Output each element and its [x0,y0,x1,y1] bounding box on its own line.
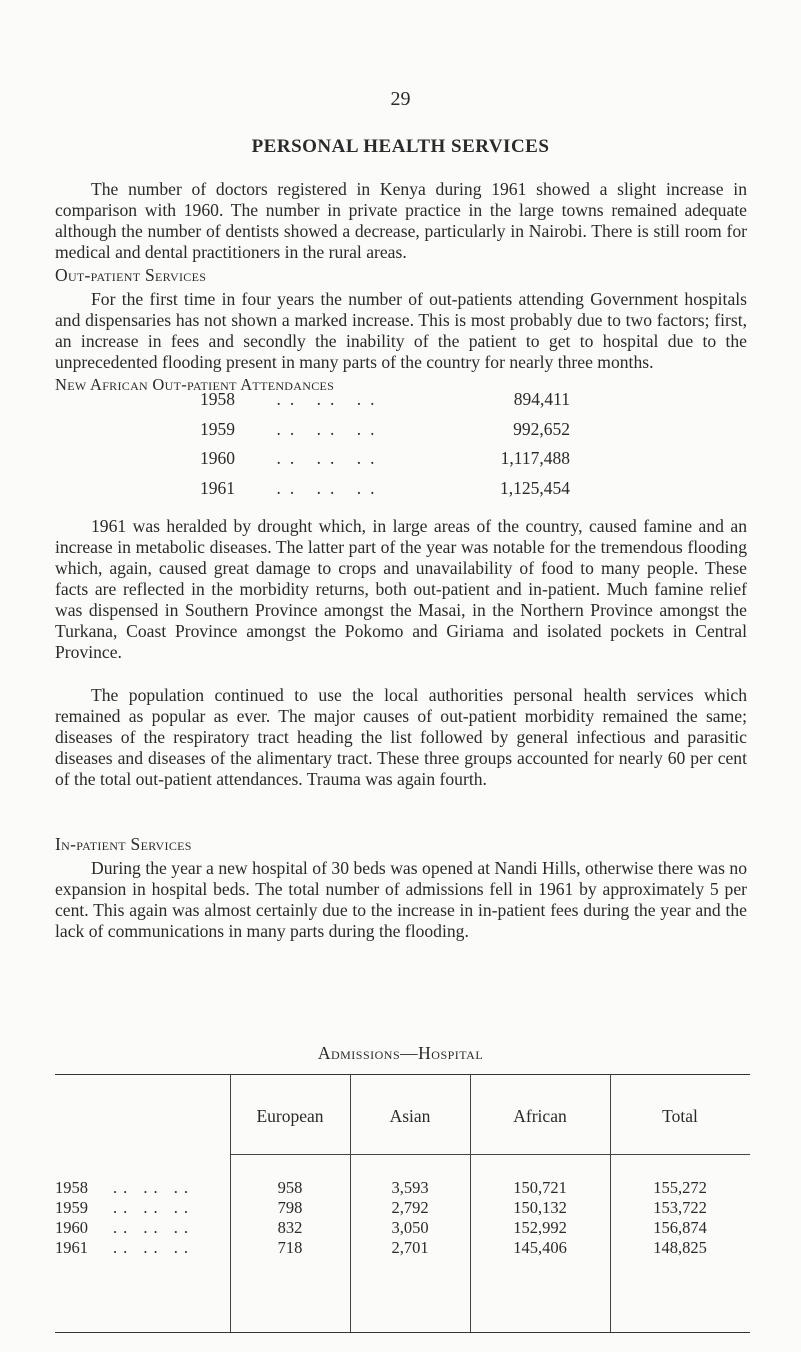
cell-european: 798 [277,1198,303,1217]
row-dots: .. .. .. [113,1238,194,1257]
cell-asian: 2,792 [391,1198,429,1217]
cell-asian: 3,593 [391,1178,429,1197]
row-dots: .. .. .. [113,1198,194,1217]
table-header-rule [230,1154,750,1155]
cell-european: 832 [277,1218,303,1237]
cell-total: 155,272 [653,1178,707,1197]
cell-african: 150,721 [513,1178,567,1197]
attendance-dots: .. .. .. [276,448,384,469]
cell-asian: 2,701 [391,1238,429,1257]
attendance-dots: .. .. .. [276,389,384,410]
attendance-value: 894,411 [513,389,570,410]
cell-african: 145,406 [513,1238,567,1257]
inpatient-paragraph: During the year a new hospital of 30 beds was opened at Nandi Hills, otherwise there was no expansion in hospital beds. The total number of admissions fell in 1961 by approximately 5 per cent. This again was almost certainly due to the increase in in-patient fees during the year and the lack of communications in many parts during the flooding. [55,858,747,941]
attendance-dots: .. .. .. [276,477,384,498]
attendance-year: 1960 [200,448,235,469]
cell-total: 153,722 [653,1198,707,1217]
table-bottom-rule [55,1332,750,1333]
attendances-table [200,385,580,503]
page-title: PERSONAL HEALTH SERVICES [251,136,550,157]
attendance-value: 1,117,488 [500,448,570,469]
column-header-asian: Asian [389,1106,431,1126]
attendance-row [200,444,580,474]
attendance-row [200,415,580,445]
column-header-total: Total [662,1106,698,1126]
attendance-dots: .. .. .. [276,418,384,439]
cell-asian: 3,050 [391,1218,429,1237]
attendance-year: 1958 [200,389,235,410]
row-year: 1958 [55,1178,88,1197]
attendance-value: 992,652 [513,418,570,439]
cell-european: 958 [277,1178,303,1197]
cell-european: 718 [277,1238,303,1257]
row-year: 1960 [55,1218,88,1237]
cell-total: 148,825 [653,1238,707,1257]
cell-african: 150,132 [513,1198,567,1217]
cell-total: 156,874 [653,1218,707,1237]
outpatient-heading: Out-patient Services [55,265,207,285]
attendance-year: 1961 [200,477,235,498]
table-top-rule [55,1074,750,1075]
row-year: 1959 [55,1198,88,1217]
row-dots: .. .. .. [113,1218,194,1237]
attendance-year: 1959 [200,418,235,439]
admissions-table [55,1074,750,1344]
outpatient-paragraph-3: The population continued to use the local authorities personal health services which remained as popular as ever. The major causes of out-patient morbidity remained the same; diseases of the respiratory tract heading the list followed by general infectious and parasitic diseases and diseases of the alimentary tract. These three groups accounted for nearly 60 per cent of the total out-patient attendances. Trauma was again fourth. [55,685,747,789]
attendances-heading: New African Out-patient Attendances [55,375,335,394]
page-number: 29 [390,88,411,110]
column-header-european: European [256,1106,324,1126]
outpatient-paragraph-2: 1961 was heralded by drought which, in large areas of the country, caused famine and an increase in metabolic diseases. The latter part of the year was notable for the tremendous flooding which, again, caused great damage to crops and unavailability of food to many people. These facts are reflected in the morbidity returns, both out-patient and in-patient. Much famine relief was dispensed in Southern Province amongst the Masai, in the Northern Province amongst the Turkana, Coast Province amongst the Pokomo and Giriama and isolated pockets in Central Province. [55,516,747,662]
attendance-row [200,385,580,415]
column-header-african: African [513,1106,567,1126]
inpatient-heading: In-patient Services [55,834,192,854]
outpatient-paragraph: For the first time in four years the number of out-patients attending Government hospitals and dispensaries has not shown a marked increase. This is most probably due to two factors; first, an increase in fees and secondly the inability of the patient to get to hospital due to the unprecedented flooding present in many parts of the country for nearly three months. [55,289,747,372]
attendance-value: 1,125,454 [500,477,570,498]
attendance-row [200,474,580,504]
row-dots: .. .. .. [113,1178,194,1197]
intro-paragraph: The number of doctors registered in Kenya during 1961 showed a slight increase in comparison with 1960. The number in private practice in the large towns remained adequate although the number of dentists showed a decrease, particularly in Nairobi. There is still room for medical and dental practitioners in the rural areas. [55,179,747,262]
cell-african: 152,992 [513,1218,567,1237]
row-year: 1961 [55,1238,88,1257]
admissions-title: Admissions—Hospital [317,1043,484,1063]
